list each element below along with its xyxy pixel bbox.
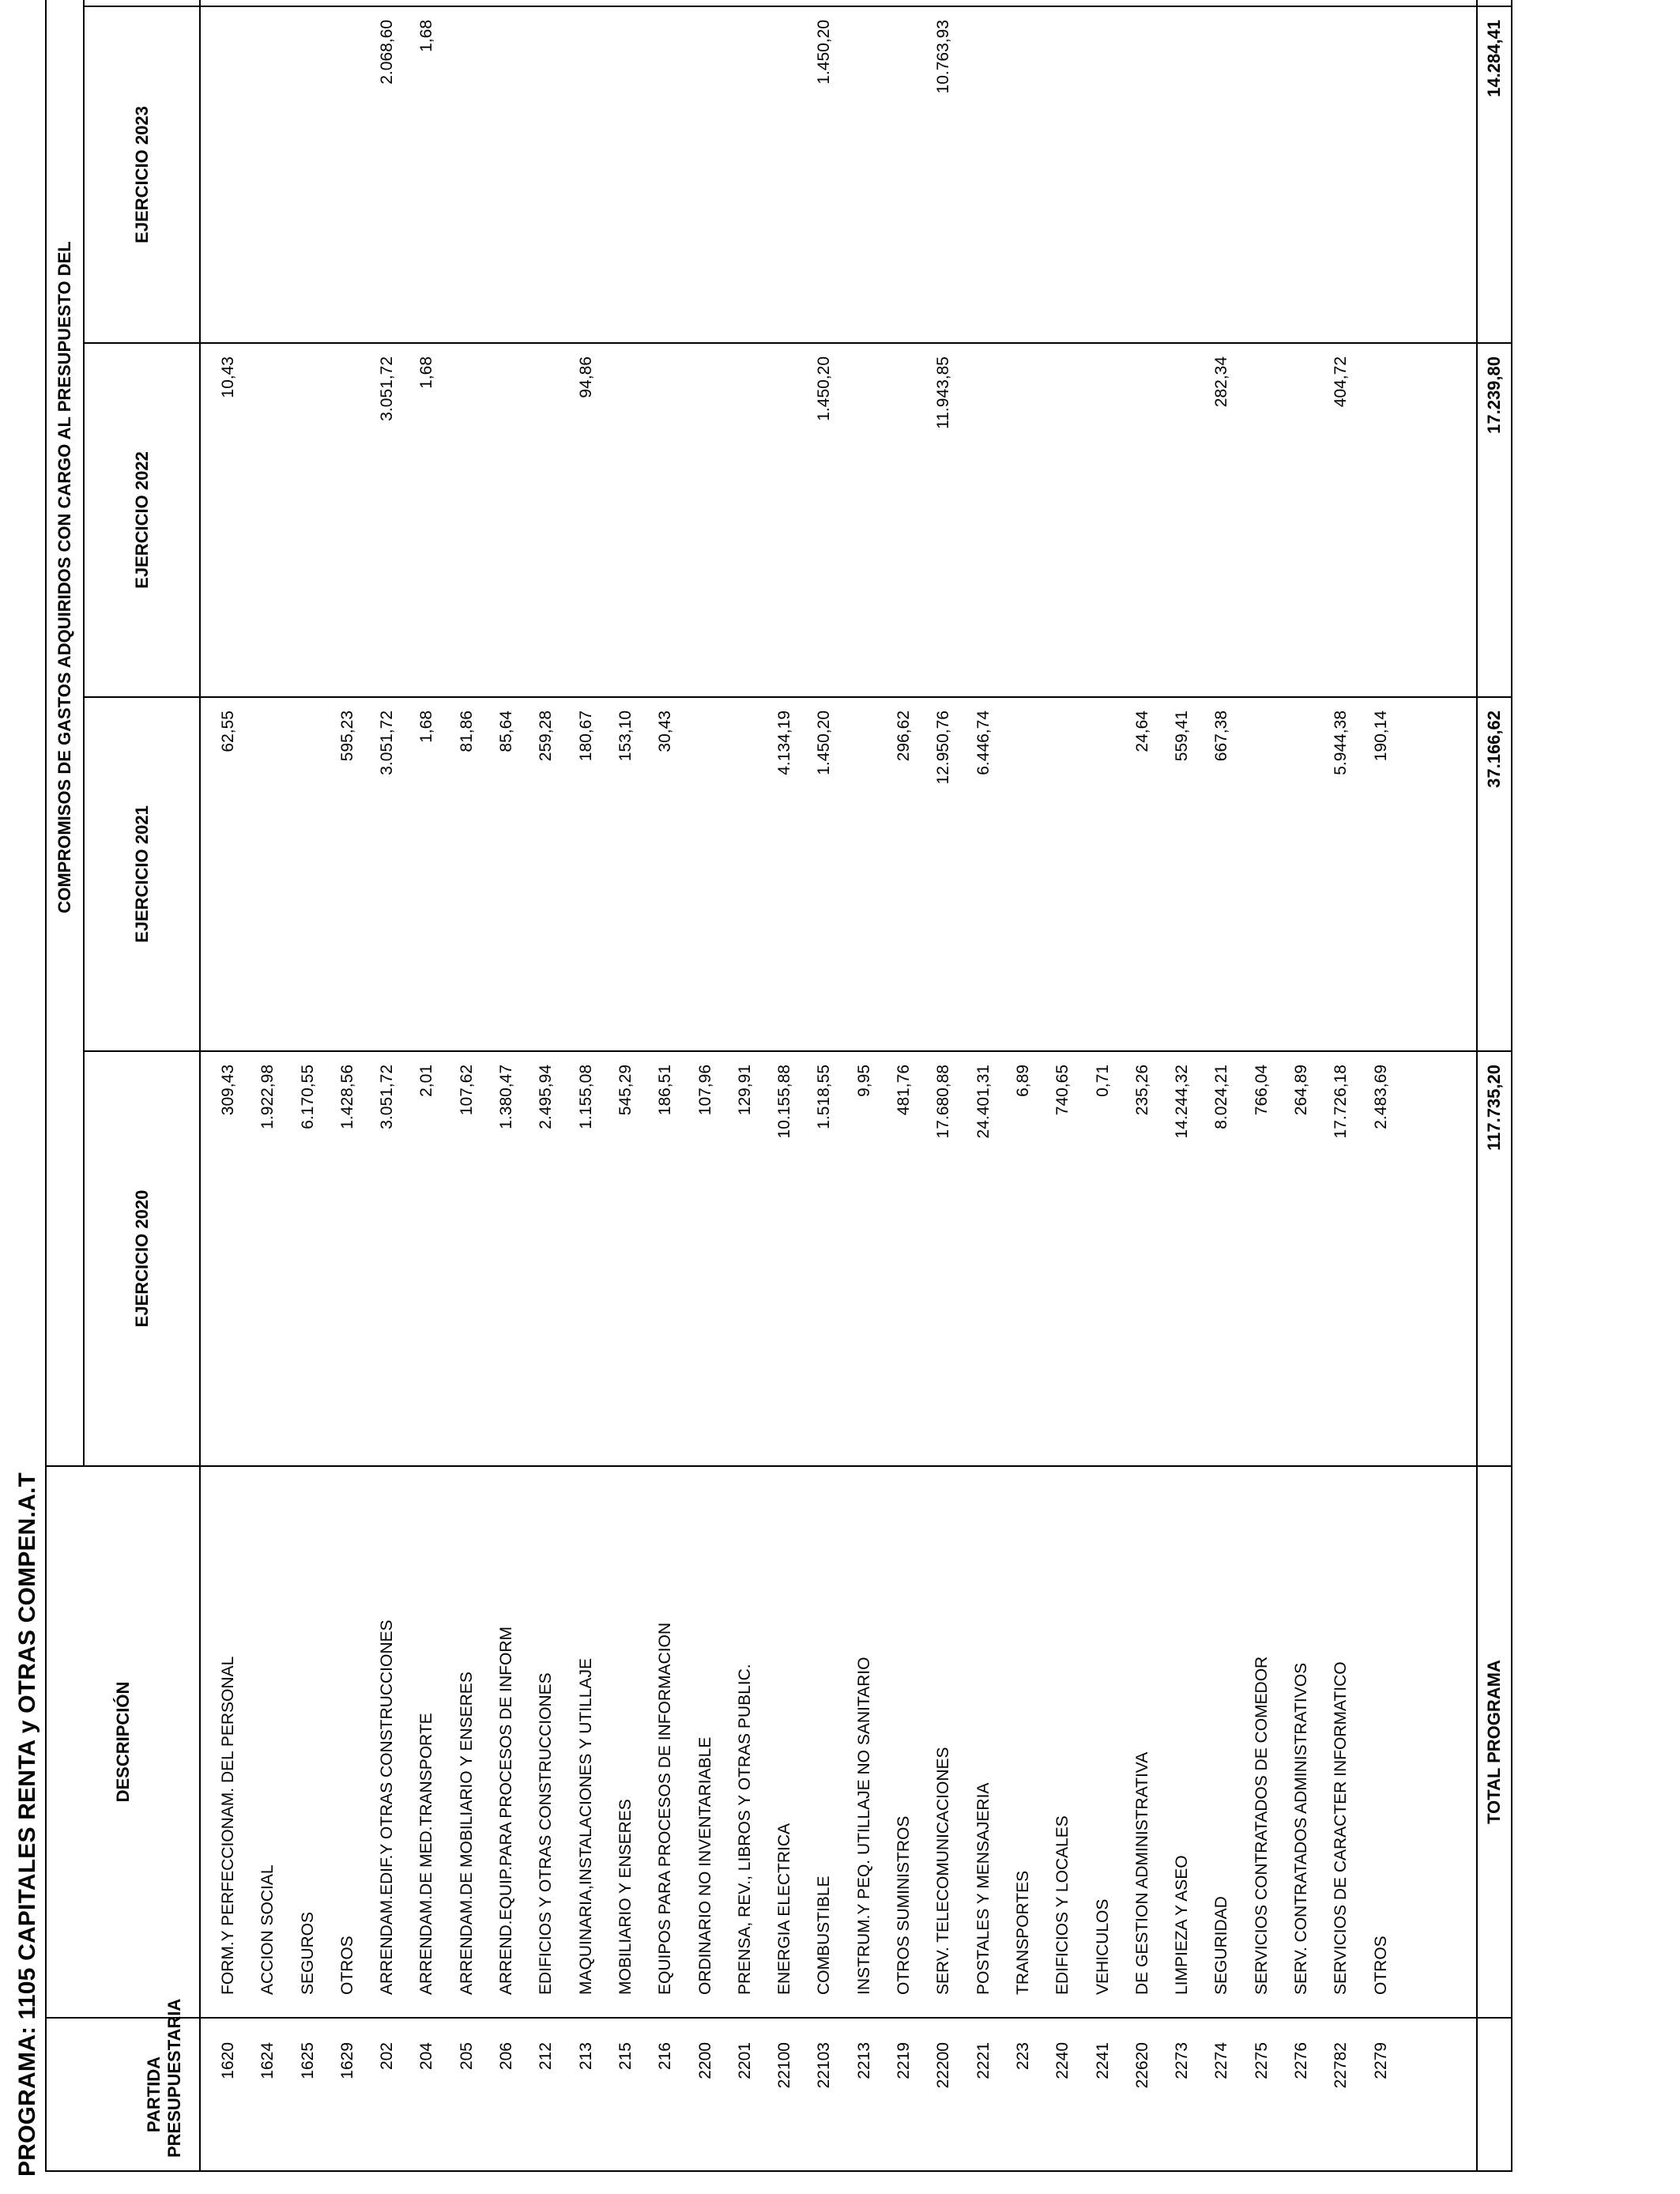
amount-sucesivos: [884, 0, 924, 6]
amount-2021: [288, 698, 328, 1050]
total-label: TOTAL PROGRAMA: [1477, 1466, 1512, 2018]
amount-2020: 2.483,69: [1371, 1065, 1390, 1129]
budget-commitments-table: [45, 0, 1512, 2172]
partida-description: ARRENDAM.DE MOBILIARIO Y ENSERES: [457, 1672, 476, 1995]
partida-description: TRANSPORTES: [1013, 1870, 1032, 1995]
partida-code: 22620: [1132, 2042, 1151, 2089]
amount-sucesivos: [1202, 0, 1241, 6]
amount-2020: 186,51: [656, 1065, 675, 1116]
partida-code: 1629: [337, 2042, 356, 2079]
ejercicios-sucesivos-column: [200, 0, 1477, 6]
amount-sucesivos: [606, 0, 646, 6]
amount-sucesivos: [765, 0, 804, 6]
partida-code: 1620: [219, 2042, 237, 2079]
amount-2022: [845, 344, 884, 696]
total-2023: 14.284,41: [1477, 6, 1512, 343]
partida-description: MAQUINARIA,INSTALACIONES Y UTILLAJE: [576, 1658, 595, 1995]
amount-2023: [884, 7, 924, 342]
amount-2022: [1162, 344, 1202, 696]
amount-sucesivos: [924, 0, 963, 6]
amount-2020: 107,62: [457, 1065, 476, 1116]
amount-2020: 309,43: [219, 1065, 237, 1116]
partida-code: 22100: [775, 2042, 794, 2089]
amount-sucesivos: [804, 0, 844, 6]
amount-2022: 94,86: [576, 356, 595, 398]
partida-code: 204: [417, 2042, 436, 2071]
amount-2021: 595,23: [337, 711, 356, 762]
amount-2021: 259,28: [537, 711, 556, 762]
amount-2023: [765, 7, 804, 342]
descripcion-column: [200, 1466, 1477, 2018]
amount-2022: [725, 344, 765, 696]
amount-2020: 1.518,55: [815, 1065, 834, 1129]
amount-sucesivos: [1004, 0, 1043, 6]
amount-2021: 4.134,19: [775, 711, 794, 775]
amount-2023: 2.068,60: [378, 20, 397, 85]
partida-column: [200, 2018, 1477, 2171]
amount-2023: [328, 7, 367, 342]
partida-description: SERV. CONTRATADOS ADMINISTRATIVOS: [1292, 1662, 1311, 1995]
amount-2020: 235,26: [1132, 1065, 1151, 1116]
header-ejercicio-2023: EJERCICIO 2023: [84, 6, 200, 343]
amount-2023: 1.450,20: [815, 20, 834, 85]
amount-2021: [725, 698, 765, 1050]
partida-description: FORM.Y PERFECCIONAM. DEL PERSONAL: [219, 1656, 237, 1995]
partida-code: 1624: [258, 2042, 277, 2079]
ejercicio-2023-column: [200, 6, 1477, 343]
amount-2023: [845, 7, 884, 342]
amount-2020: 129,91: [735, 1065, 754, 1116]
amount-2021: 24,64: [1132, 711, 1151, 752]
amount-2020: 1.155,08: [576, 1065, 595, 1129]
amount-2020: 2.495,94: [537, 1065, 556, 1129]
amount-2022: 11.943,85: [934, 356, 953, 429]
amount-2022: [964, 344, 1004, 696]
partida-code: 2276: [1292, 2042, 1311, 2079]
program-title: PROGRAMA: 1105 CAPITALES RENTA y OTRAS COMPEN.A.T: [14, 1472, 40, 2177]
partida-code: 2201: [735, 2042, 754, 2079]
amount-sucesivos: [288, 0, 328, 6]
amount-2022: 3.051,72: [378, 356, 397, 421]
amount-2021: 3.051,72: [378, 711, 397, 775]
partida-description: ACCION SOCIAL: [258, 1864, 277, 1995]
partida-description: ARRENDAM.EDIF.Y OTRAS CONSTRUCCIONES: [378, 1619, 397, 1995]
amount-2023: 1,68: [417, 20, 436, 52]
amount-2020: 545,29: [616, 1065, 635, 1116]
amount-2020: 10.155,88: [775, 1065, 794, 1139]
amount-2021: 5.944,38: [1332, 711, 1350, 775]
amount-sucesivos: [209, 0, 248, 6]
amount-2023: [606, 7, 646, 342]
amount-2021: [1004, 698, 1043, 1050]
amount-2020: 264,89: [1292, 1065, 1311, 1116]
partida-description: COMBUSTIBLE: [815, 1875, 834, 1995]
amount-2023: [526, 7, 566, 342]
partida-code: 2241: [1093, 2042, 1112, 2079]
amount-2022: [686, 344, 725, 696]
total-sucesivos: [1477, 0, 1512, 6]
amount-2022: [248, 344, 288, 696]
amount-sucesivos: [1362, 0, 1401, 6]
amount-sucesivos: [328, 0, 367, 6]
amount-2020: 24.401,31: [974, 1065, 993, 1139]
partida-code: 2273: [1173, 2042, 1192, 2079]
amount-2021: 153,10: [616, 711, 635, 762]
partida-description: EDIFICIOS Y LOCALES: [1053, 1815, 1072, 1995]
amount-2022: [1282, 344, 1321, 696]
amount-sucesivos: [725, 0, 765, 6]
amount-sucesivos: [526, 0, 566, 6]
total-2020: 117.735,20: [1477, 1051, 1512, 1466]
partida-description: EQUIPOS PARA PROCESOS DE INFORMACION: [656, 1622, 675, 1995]
amount-2022: 10,43: [219, 356, 237, 398]
amount-sucesivos: [1282, 0, 1321, 6]
total-2021: 37.166,62: [1477, 697, 1512, 1051]
amount-2022: [288, 344, 328, 696]
amount-sucesivos: [447, 0, 487, 6]
amount-2023: [725, 7, 765, 342]
amount-2022: [884, 344, 924, 696]
amount-2023: [1123, 7, 1162, 342]
amount-2020: 8.024,21: [1212, 1065, 1231, 1129]
header-ejercicios-sucesivos: [84, 0, 200, 6]
partida-code: 213: [576, 2042, 595, 2071]
amount-2020: 9,95: [854, 1065, 873, 1097]
amount-2022: [487, 344, 526, 696]
partida-code: 2240: [1053, 2042, 1072, 2079]
amount-2022: [1123, 344, 1162, 696]
partida-code: 22103: [815, 2042, 834, 2089]
amount-2020: 0,71: [1093, 1065, 1112, 1097]
amount-2023: [1242, 7, 1282, 342]
amount-2021: [1083, 698, 1123, 1050]
data-body-row: [200, 0, 1477, 2171]
amount-2021: 30,43: [656, 711, 675, 752]
partida-code: 2213: [854, 2042, 873, 2079]
header-ejercicio-2021: EJERCICIO 2021: [84, 697, 200, 1051]
partida-description: POSTALES Y MENSAJERIA: [974, 1782, 993, 1995]
partida-description: SERVICIOS DE CARACTER INFORMATICO: [1332, 1661, 1350, 1995]
amount-2022: 404,72: [1332, 356, 1350, 408]
amount-sucesivos: [1123, 0, 1162, 6]
header-ejercicio-2022: EJERCICIO 2022: [84, 343, 200, 697]
amount-2023: [1362, 7, 1401, 342]
partida-code: 2275: [1252, 2042, 1271, 2079]
amount-2020: 17.680,88: [934, 1065, 953, 1139]
amount-sucesivos: [646, 0, 685, 6]
amount-2023: [248, 7, 288, 342]
amount-2021: 1,68: [417, 711, 436, 743]
amount-2021: 667,38: [1212, 711, 1231, 762]
amount-2020: 740,65: [1053, 1065, 1072, 1116]
amount-2023: [646, 7, 685, 342]
partida-code: 2200: [695, 2042, 714, 2079]
amount-2020: 1.922,98: [258, 1065, 277, 1129]
amount-2023: [1043, 7, 1083, 342]
amount-2021: 180,67: [576, 711, 595, 762]
amount-sucesivos: [845, 0, 884, 6]
total-2022: 17.239,80: [1477, 343, 1512, 697]
amount-2020: 14.244,32: [1173, 1065, 1192, 1139]
partida-description: ENERGIA ELECTRICA: [775, 1823, 794, 1995]
partida-description: DE GESTION ADMINISTRATIVA: [1132, 1751, 1151, 1995]
partida-code: 2274: [1212, 2042, 1231, 2079]
partida-description: OTROS: [1371, 1936, 1390, 1995]
header-compromisos-group: COMPROMISOS DE GASTOS ADQUIRIDOS CON CARGO AL PRESUPUESTO DEL: [46, 0, 84, 1466]
partida-description: LIMPIEZA Y ASEO: [1173, 1855, 1192, 1995]
amount-sucesivos: [1321, 0, 1361, 6]
header-partida-label: PARTIDA PRESUPUESTARIA: [144, 1998, 184, 2158]
amount-2021: [845, 698, 884, 1050]
amount-2020: 6,89: [1013, 1065, 1032, 1097]
amount-sucesivos: [407, 0, 446, 6]
amount-2021: 296,62: [895, 711, 913, 762]
amount-sucesivos: [367, 0, 407, 6]
amount-2023: [1083, 7, 1123, 342]
amount-2020: 2,01: [417, 1065, 436, 1097]
partida-code: 212: [537, 2042, 556, 2071]
partida-description: ORDINARIO NO INVENTARIABLE: [695, 1736, 714, 1995]
header-partida: [46, 1998, 200, 2171]
amount-2022: [1083, 344, 1123, 696]
ejercicio-2021-column: [200, 697, 1477, 1051]
amount-sucesivos: [567, 0, 606, 6]
amount-2022: [447, 344, 487, 696]
amount-2022: 1,68: [417, 356, 436, 389]
amount-2020: 1.380,47: [497, 1065, 516, 1129]
ejercicio-2022-column: [200, 343, 1477, 697]
amount-2022: [1242, 344, 1282, 696]
partida-description: MOBILIARIO Y ENSERES: [616, 1799, 635, 1995]
amount-2022: [1043, 344, 1083, 696]
partida-code: 2221: [974, 2042, 993, 2079]
amount-2023: [209, 7, 248, 342]
partida-code: 206: [497, 2042, 516, 2071]
amount-2021: 190,14: [1371, 711, 1390, 762]
header-ejercicio-2020: EJERCICIO 2020: [84, 1051, 200, 1466]
ejercicio-2020-column: [200, 1051, 1477, 1466]
amount-2021: 12.950,76: [934, 711, 953, 785]
partida-description: INSTRUM.Y PEQ. UTILLAJE NO SANITARIO: [854, 1657, 873, 1995]
amount-2023: [686, 7, 725, 342]
amount-sucesivos: [686, 0, 725, 6]
partida-code: 216: [656, 2042, 675, 2071]
amount-2021: [1043, 698, 1083, 1050]
partida-description: EDIFICIOS Y OTRAS CONSTRUCCIONES: [537, 1672, 556, 1995]
amount-2023: [487, 7, 526, 342]
partida-description: SERV. TELECOMUNICACIONES: [934, 1747, 953, 1995]
amount-sucesivos: [1242, 0, 1282, 6]
amount-2023: [1321, 7, 1361, 342]
amount-2020: 481,76: [895, 1065, 913, 1116]
partida-description: ARREND.EQUIP.PARA PROCESOS DE INFORM: [497, 1627, 516, 1995]
amount-2021: 62,55: [219, 711, 237, 752]
amount-2022: [1004, 344, 1043, 696]
partida-code: 2219: [895, 2042, 913, 2079]
amount-2021: 81,86: [457, 711, 476, 752]
amount-2021: [1242, 698, 1282, 1050]
amount-2021: [1282, 698, 1321, 1050]
amount-2020: 1.428,56: [337, 1065, 356, 1129]
amount-2022: 1.450,20: [815, 356, 834, 421]
partida-code: 205: [457, 2042, 476, 2071]
amount-2020: 6.170,55: [298, 1065, 317, 1129]
amount-2022: 282,34: [1212, 356, 1231, 408]
amount-sucesivos: [964, 0, 1004, 6]
amount-2023: 10.763,93: [934, 20, 953, 94]
amount-2023: [447, 7, 487, 342]
amount-2021: 559,41: [1173, 711, 1192, 762]
amount-2021: [248, 698, 288, 1050]
partida-description: SEGURIDAD: [1212, 1896, 1231, 1995]
partida-code: 202: [378, 2042, 397, 2071]
partida-description: PRENSA, REV., LIBROS Y OTRAS PUBLIC.: [735, 1664, 754, 1995]
partida-code: 22200: [934, 2042, 953, 2089]
partida-code: 2279: [1371, 2042, 1390, 2079]
partida-description: ARRENDAM.DE MED.TRANSPORTE: [417, 1713, 436, 1995]
amount-2023: [288, 7, 328, 342]
amount-2020: 107,96: [695, 1065, 714, 1116]
amount-2022: [765, 344, 804, 696]
total-empty-cell: [1477, 2018, 1512, 2171]
partida-code: 215: [616, 2042, 635, 2071]
amount-sucesivos: [487, 0, 526, 6]
amount-2023: [1004, 7, 1043, 342]
partida-description: VEHICULOS: [1093, 1898, 1112, 1995]
total-row: [1477, 0, 1512, 2171]
amount-2023: [1202, 7, 1241, 342]
amount-2021: [686, 698, 725, 1050]
amount-2020: 3.051,72: [378, 1065, 397, 1129]
amount-2023: [567, 7, 606, 342]
amount-2021: 6.446,74: [974, 711, 993, 775]
amount-2022: [606, 344, 646, 696]
amount-2023: [1162, 7, 1202, 342]
partida-code: 22782: [1332, 2042, 1350, 2089]
partida-description: OTROS: [337, 1936, 356, 1995]
amount-2022: [526, 344, 566, 696]
amount-sucesivos: [1043, 0, 1083, 6]
amount-sucesivos: [248, 0, 288, 6]
partida-code: 223: [1013, 2042, 1032, 2071]
amount-sucesivos: [1162, 0, 1202, 6]
amount-sucesivos: [1083, 0, 1123, 6]
amount-2020: 17.726,18: [1332, 1065, 1350, 1139]
partida-description: OTROS SUMINISTROS: [895, 1815, 913, 1995]
header-descripcion: DESCRIPCIÓN: [46, 1466, 200, 2018]
amount-2021: 1.450,20: [815, 711, 834, 775]
partida-description: SEGUROS: [298, 1911, 317, 1995]
amount-2020: 766,04: [1252, 1065, 1271, 1116]
partida-description: SERVICIOS CONTRATADOS DE COMEDOR: [1252, 1656, 1271, 1995]
amount-2022: [1362, 344, 1401, 696]
amount-2021: 85,64: [497, 711, 516, 752]
amount-2023: [964, 7, 1004, 342]
amount-2022: [646, 344, 685, 696]
amount-2023: [1282, 7, 1321, 342]
partida-code: 1625: [298, 2042, 317, 2079]
amount-2022: [328, 344, 367, 696]
